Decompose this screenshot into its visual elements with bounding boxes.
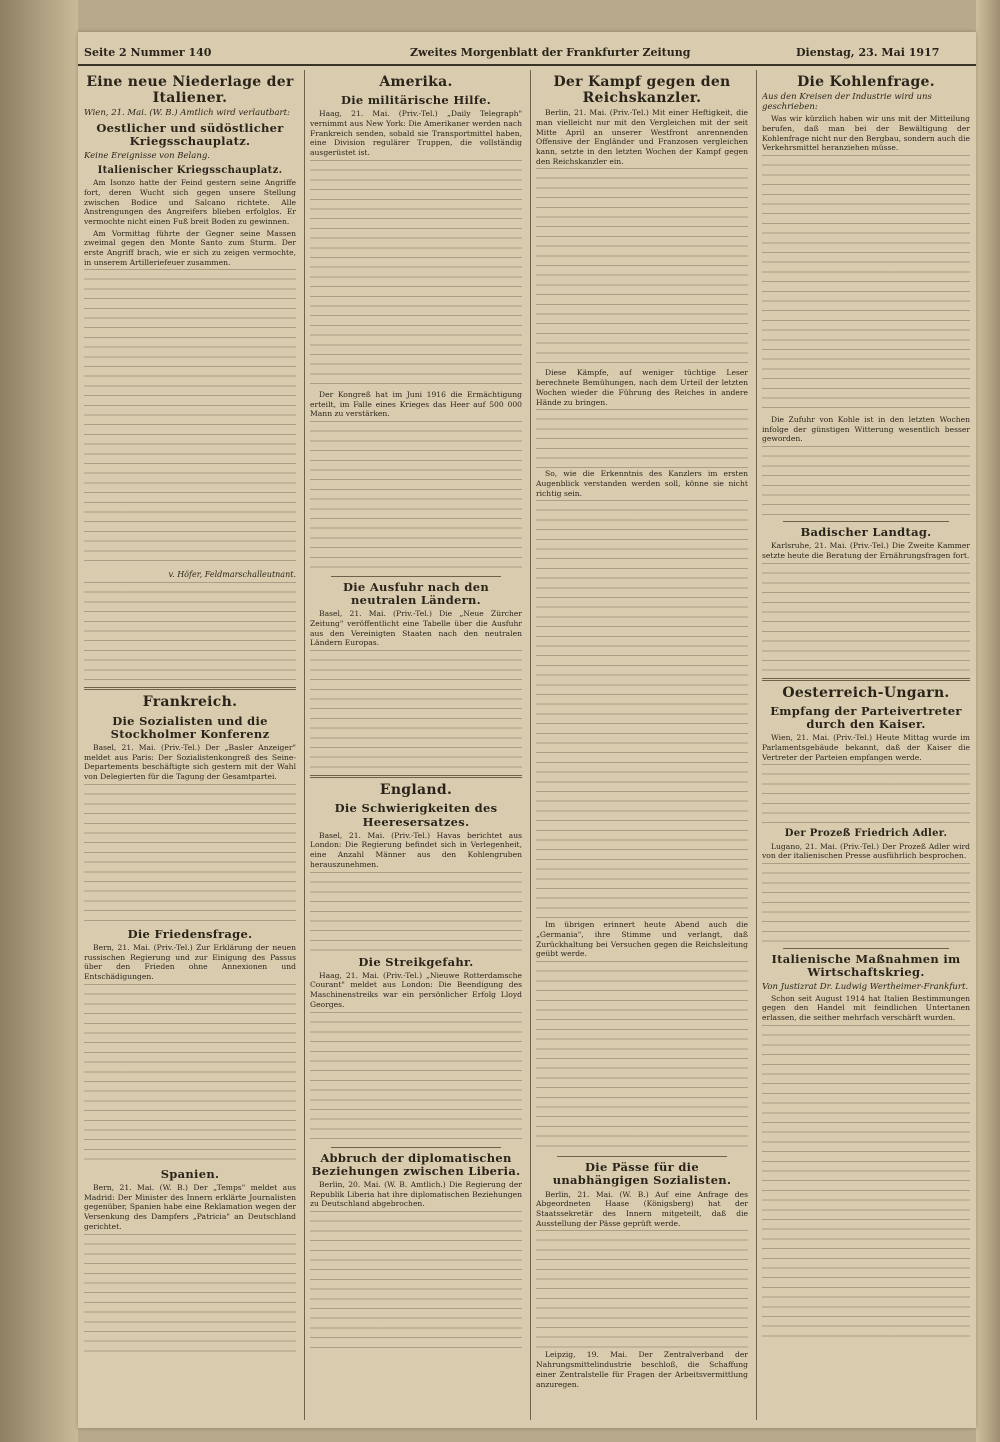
signature: v. Höfer, Feldmarschalleutnant. — [168, 570, 296, 580]
headline: Oesterreich-Ungarn. — [782, 684, 950, 701]
article-paragraph: Basel, 21. Mai. (Priv.-Tel.) Der „Basler Anzeiger" meldet aus Paris: Der Sozialistenkongreß des Seine-Departements beschäftigte sich gestern mit der Wahl von Delegierten für die Tagung der Gesamtpartei. — [84, 742, 296, 782]
subheadline: Die Ausfuhr nach den neutralen Ländern. — [342, 579, 490, 608]
column-rule — [756, 70, 757, 1420]
article-body-text — [536, 500, 748, 920]
section-divider — [310, 775, 522, 778]
article-body-text — [84, 1234, 296, 1354]
headline: Der Kampf gegen den Reichskanzler. — [553, 74, 731, 107]
byline: Von Justizrat Dr. Ludwig Wertheimer-Frankfurt. — [762, 981, 969, 992]
article-paragraph: Im übrigen erinnert heute Abend auch die „Germania", ihre Stimme und verlangt, daß Zurückhaltung bei Versuchen gegen die Reichsleitung geübt werde. — [536, 920, 748, 959]
section-divider — [331, 576, 501, 577]
column-4 — [762, 70, 970, 1420]
article-body-text — [762, 155, 970, 415]
subheadline: Die Sozialisten und die Stockholmer Konferenz — [110, 713, 270, 741]
article-paragraph: Berlin, 20. Mai. (W. B. Amtlich.) Die Regierung der Republik Liberia hat ihre diplomatischen Beziehungen zu Deutschland abgebrochen. — [310, 1180, 522, 1209]
subheadline: Die militärische Hilfe. — [340, 93, 492, 108]
article-body-text — [310, 872, 522, 952]
subheadline: Badischer Landtag. — [800, 525, 932, 540]
headline: England. — [379, 782, 453, 799]
article-paragraph: Berlin, 21. Mai. (Priv.-Tel.) Mit einer Heftigkeit, die man vielleicht nur mit den Vergleichen mit der seit Mitte April an unserer Westfront anrennenden Offensive der Engländer und Franzosen vergleichen kann, setzte in den letzten Wochen der Kampf gegen den Reichskanzler ein. — [536, 108, 748, 166]
article-body-text — [762, 1025, 970, 1345]
subheadline: Italienischer Kriegsschauplatz. — [97, 164, 283, 176]
subheadline: Abbruch der diplomatischen Beziehungen zwischen Liberia. — [311, 1150, 521, 1178]
article-paragraph: Bern, 21. Mai. (W. B.) Der „Temps" meldet aus Madrid: Der Minister des Innern erklärte Journalisten gegenüber, Spanien habe eine Reklamation wegen der Versenkung des Dampfers „Patricia" an Deutschland gerichtet. — [84, 1183, 296, 1231]
article-body-text — [84, 269, 296, 569]
subheadline: Der Prozeß Friedrich Adler. — [784, 828, 948, 840]
article-paragraph: Basel, 21. Mai. (Priv.-Tel.) Die „Neue Zürcher Zeitung" veröffentlicht eine Tabelle über die Ausfuhr aus den Vereinigten Staaten nach den neutralen Ländern Europas. — [310, 609, 522, 648]
subheadline: Die Pässe für die unabhängigen Sozialisten. — [552, 1160, 732, 1188]
article-paragraph: Bern, 21. Mai. (Priv.-Tel.) Zur Erklärung der neuen russischen Regierung und zur Einigung des Passus über den Frieden ohne Annexionen und Entschädigungen. — [84, 943, 296, 982]
headline: Amerika. — [379, 74, 453, 90]
article-paragraph: Diese Kämpfe, auf weniger tüchtige Leser berechnete Bemühungen, nach dem Urteil der letzten Wochen wieder die Führung des Reiches in andere Hände zu bringen. — [536, 368, 748, 407]
article-body-text — [310, 1211, 522, 1351]
section-divider — [783, 521, 949, 522]
headline: Frankreich. — [142, 694, 238, 711]
article-paragraph: Haag, 21. Mai. (Priv.-Tel.) „Daily Telegraph" vernimmt aus New York: Die Amerikaner werden nach Frankreich senden, sobald sie Transportmittel haben, eine Division regulärer Truppen, die vollständig ausgerüstet ist. — [310, 109, 522, 158]
article-paragraph: Wien, 21. Mai. (Priv.-Tel.) Heute Mittag wurde im Parlamentsgebäude bekannt, daß der Kaiser die Vertreter der Parteien empfangen werde. — [762, 733, 970, 762]
dateline: Keine Ereignisse von Belang. — [84, 150, 210, 161]
column-2 — [310, 70, 522, 1420]
subheadline: Oestlicher und südöstlicher Kriegsschauplatz. — [96, 121, 284, 149]
column-1 — [84, 70, 296, 1420]
article-paragraph: Basel, 21. Mai. (Priv.-Tel.) Havas berichtet aus London: Die Regierung befindet sich in Verlegenheit, eine Anzahl Männer aus den Kohlengruben herauszunehmen. — [310, 830, 522, 869]
article-paragraph: Die Zufuhr von Kohle ist in den letzten Wochen infolge der günstigen Witterung wesentlich besser geworden. — [762, 414, 970, 444]
section-divider — [762, 678, 970, 681]
article-body-text — [310, 421, 522, 571]
article-paragraph: Am Vormittag führte der Gegner seine Massen zweimal gegen den Monte Santo zum Sturm. Der erste Angriff brach, wie er sich zu zeigen vermochte, in unserem Artilleriefeuer zusammen. — [84, 228, 296, 267]
dateline: Aus den Kreisen der Industrie wird uns geschrieben: — [762, 92, 932, 113]
headline: Die Kohlenfrage. — [797, 74, 935, 90]
dateline: Wien, 21. Mai. (W. B.) Amtlich wird verlautbart: — [84, 108, 290, 119]
subheadline: Die Streikgefahr. — [358, 954, 474, 969]
section-divider — [331, 1147, 501, 1148]
article-paragraph: Karlsruhe, 21. Mai. (Priv.-Tel.) Die Zweite Kammer setzte heute die Beratung der Ernährungsfragen fort. — [762, 541, 970, 560]
article-paragraph: Was wir kürzlich haben wir uns mit der Mitteilung berufen, daß man bei der Bewältigung der Kohlenfrage nicht nur den Bergbau, sondern auch die Verkehrsmittel heranziehen müsse. — [762, 114, 970, 153]
article-body-text — [84, 784, 296, 924]
article-body-text — [762, 764, 970, 824]
article-body-text — [762, 863, 970, 943]
article-body-text — [536, 168, 748, 368]
subheadline: Empfang der Parteivertreter durch den Kaiser. — [770, 703, 962, 731]
article-paragraph: Schon seit August 1914 hat Italien Bestimmungen gegen den Handel mit feindlichen Untertanen erlassen, die seither mehrfach verschärft wurden. — [762, 993, 970, 1023]
article-paragraph: Am Isonzo hatte der Feind gestern seine Angriffe fort, deren Wucht sich gegen unsere Stellung zwischen Bodice und Salcano richtete. Alle Anstrengungen des Angreifers blieben erfolglos. Er vermochte nicht einen Fuß breit Boden zu gewinnen. — [84, 178, 296, 226]
article-body-text — [536, 1230, 748, 1350]
headline: Spanien. — [160, 1166, 220, 1181]
article-paragraph: Leipzig, 19. Mai. Der Zentralverband der Nahrungsmittelindustrie beschloß, die Schaffung einer Zentralstelle für Fragen der Arbeitsvermittlung anzuregen. — [536, 1350, 748, 1389]
article-paragraph: Lugano, 21. Mai. (Priv.-Tel.) Der Prozeß Adler wird von der italienischen Presse ausführlich besprochen. — [762, 841, 970, 861]
article-body-text — [536, 409, 748, 469]
article-body-text — [84, 582, 296, 682]
article-body-text — [310, 1012, 522, 1142]
paper-title: Zweites Morgenblatt der Frankfurter Zeitung — [410, 46, 691, 59]
newspaper-page — [78, 32, 976, 1428]
article-paragraph: So, wie die Erkenntnis des Kanzlers im ersten Augenblick verstanden werden soll, könne sie nicht richtig sein. — [536, 469, 748, 498]
article-body-text — [762, 563, 970, 673]
article-body-text — [762, 446, 970, 516]
article-body-text — [84, 984, 296, 1164]
column-3 — [536, 70, 748, 1420]
issue-date: Dienstag, 23. Mai 1917 — [796, 46, 940, 59]
column-rule — [304, 70, 305, 1420]
headline: Eine neue Niederlage der Italiener. — [86, 74, 294, 107]
article-paragraph: Haag, 21. Mai. (Priv.-Tel.) „Nieuwe Rotterdamsche Courant" meldet aus London: Die Beendigung des Maschinenstreiks war ein persönlicher Erfolg Lloyd Georges. — [310, 970, 522, 1009]
subheadline: Die Schwierigkeiten des Heeresersatzes. — [334, 801, 498, 829]
article-body-text — [536, 961, 748, 1151]
article-body-text — [310, 160, 522, 390]
subheadline: Die Friedensfrage. — [127, 926, 253, 941]
section-divider — [783, 948, 949, 949]
section-divider — [84, 687, 296, 690]
column-rule — [530, 70, 531, 1420]
masthead — [78, 44, 976, 66]
page-number: Seite 2 Nummer 140 — [84, 46, 212, 59]
page-margin-right — [976, 0, 1000, 1442]
page-margin-left — [0, 0, 78, 1442]
section-divider — [557, 1156, 727, 1157]
article-body-text — [310, 650, 522, 770]
article-paragraph: Berlin, 21. Mai. (W. B.) Auf eine Anfrage des Abgeordneten Haase (Königsberg) hat der Staatssekretär des Innern mitgeteilt, daß die Ausstellung der Pässe geprüft werde. — [536, 1189, 748, 1228]
subheadline: Italienische Maßnahmen im Wirtschaftskrieg. — [771, 952, 961, 980]
article-paragraph: Der Kongreß hat im Juni 1916 die Ermächtigung erteilt, im Falle eines Krieges das Heer auf 500 000 Mann zu verstärken. — [310, 389, 522, 419]
